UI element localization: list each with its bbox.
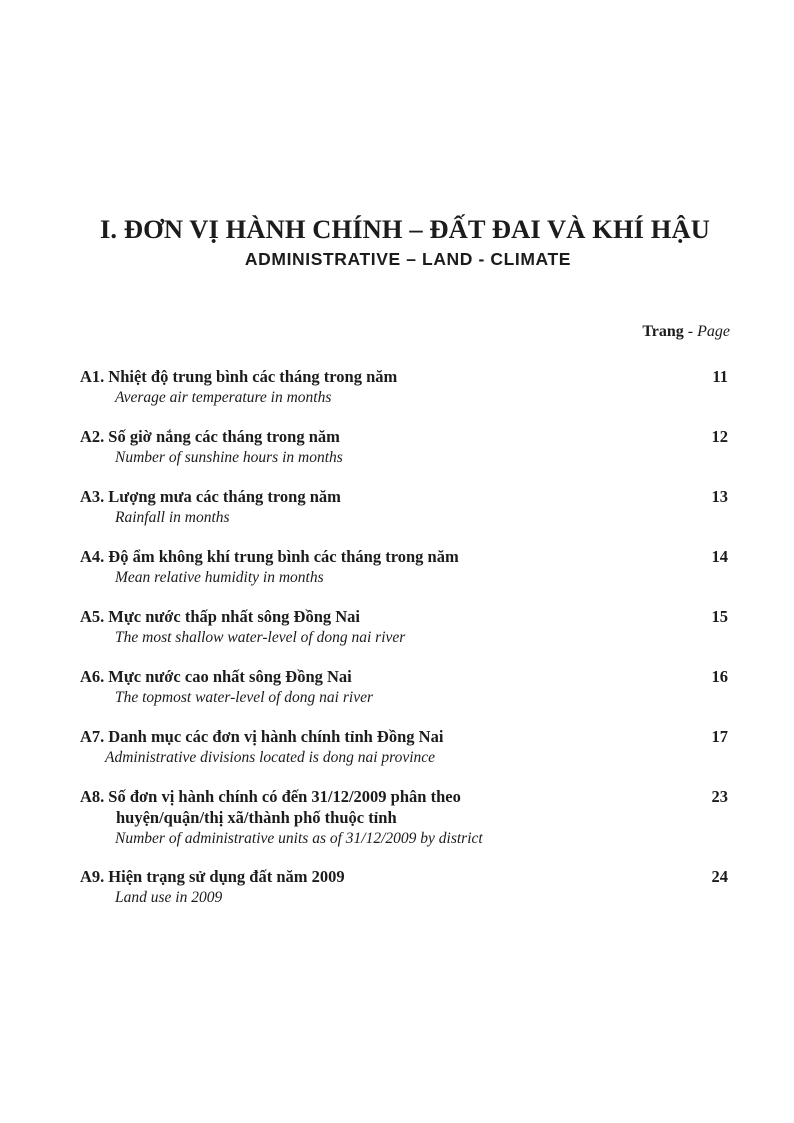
entry-title-text: Danh mục các đơn vị hành chính tỉnh Đồng Nai (108, 727, 444, 746)
entry-page-number: 13 (711, 487, 728, 506)
entry-page-number: 24 (711, 867, 728, 886)
entry-code: A2. (80, 427, 105, 446)
entry-title (80, 666, 730, 687)
page-label-vi: Trang (642, 323, 684, 340)
toc-entry-a5[interactable] (80, 606, 730, 666)
entry-code: A6. (80, 667, 105, 686)
entry-subtitle: The most shallow water-level of dong nai river (115, 629, 406, 646)
toc-entry-a3[interactable] (80, 486, 730, 546)
section-title: I. ĐƠN VỊ HÀNH CHÍNH – ĐẤT ĐAI VÀ KHÍ HẬU (100, 214, 710, 244)
entry-title-text: Mực nước cao nhất sông Đồng Nai (108, 667, 352, 686)
entry-subtitle: Number of administrative units as of 31/12/2009 by district (115, 830, 483, 847)
toc-entry-a2[interactable] (80, 426, 730, 486)
entry-page-number: 16 (711, 667, 728, 686)
entry-code: A8. (80, 787, 105, 806)
entry-title-text: Nhiệt độ trung bình các tháng trong năm (108, 367, 398, 386)
entry-subtitle: Average air temperature in months (115, 389, 332, 406)
toc-entry-a8[interactable] (80, 786, 730, 866)
entry-title (80, 726, 730, 747)
section-subtitle: ADMINISTRATIVE – LAND - CLIMATE (244, 249, 572, 269)
entry-title (80, 606, 730, 627)
entry-title-text: Số đơn vị hành chính có đến 31/12/2009 phân theo (108, 787, 461, 806)
table-of-contents (80, 366, 730, 926)
entry-title (80, 426, 730, 447)
entry-title (80, 786, 730, 807)
entry-page-number: 15 (711, 607, 728, 626)
entry-code: A1. (80, 367, 105, 386)
entry-code: A3. (80, 487, 105, 506)
toc-entry-a4[interactable] (80, 546, 730, 606)
entry-code: A4. (80, 547, 105, 566)
entry-title-text: Mực nước thấp nhất sông Đồng Nai (108, 607, 361, 626)
page-label-en: Page (697, 323, 730, 340)
entry-page-number: 23 (711, 787, 728, 806)
entry-title-text: Hiện trạng sử dụng đất năm 2009 (108, 867, 345, 886)
entry-page-number: 12 (711, 427, 728, 446)
entry-title (80, 486, 730, 507)
page-label-separator: - (683, 323, 698, 340)
entry-title-text: Độ ẩm không khí trung bình các tháng trong năm (108, 547, 459, 566)
toc-entry-a6[interactable] (80, 666, 730, 726)
entry-subtitle: Number of sunshine hours in months (115, 449, 343, 466)
entry-title (80, 366, 730, 387)
entry-title-continuation: huyện/quận/thị xã/thành phố thuộc tỉnh (116, 808, 397, 827)
toc-entry-a7[interactable] (80, 726, 730, 786)
entry-subtitle: Land use in 2009 (115, 889, 223, 906)
entry-subtitle: Mean relative humidity in months (115, 569, 324, 586)
entry-page-number: 11 (712, 367, 728, 386)
entry-page-number: 14 (711, 547, 728, 566)
entry-title (80, 546, 730, 567)
entry-code: A7. (80, 727, 105, 746)
entry-title-text: Số giờ nắng các tháng trong năm (108, 427, 340, 446)
entry-code: A9. (80, 867, 105, 886)
entry-title-text: Lượng mưa các tháng trong năm (108, 487, 341, 506)
entry-title (80, 866, 730, 887)
entry-subtitle: Administrative divisions located is dong nai province (105, 749, 436, 766)
entry-code: A5. (80, 607, 105, 626)
entry-page-number: 17 (711, 727, 728, 746)
toc-entry-a9[interactable] (80, 866, 730, 926)
entry-subtitle: The topmost water-level of dong nai river (115, 689, 373, 706)
entry-subtitle: Rainfall in months (115, 509, 230, 526)
toc-entry-a1[interactable] (80, 366, 730, 426)
page-column-header (642, 323, 730, 341)
